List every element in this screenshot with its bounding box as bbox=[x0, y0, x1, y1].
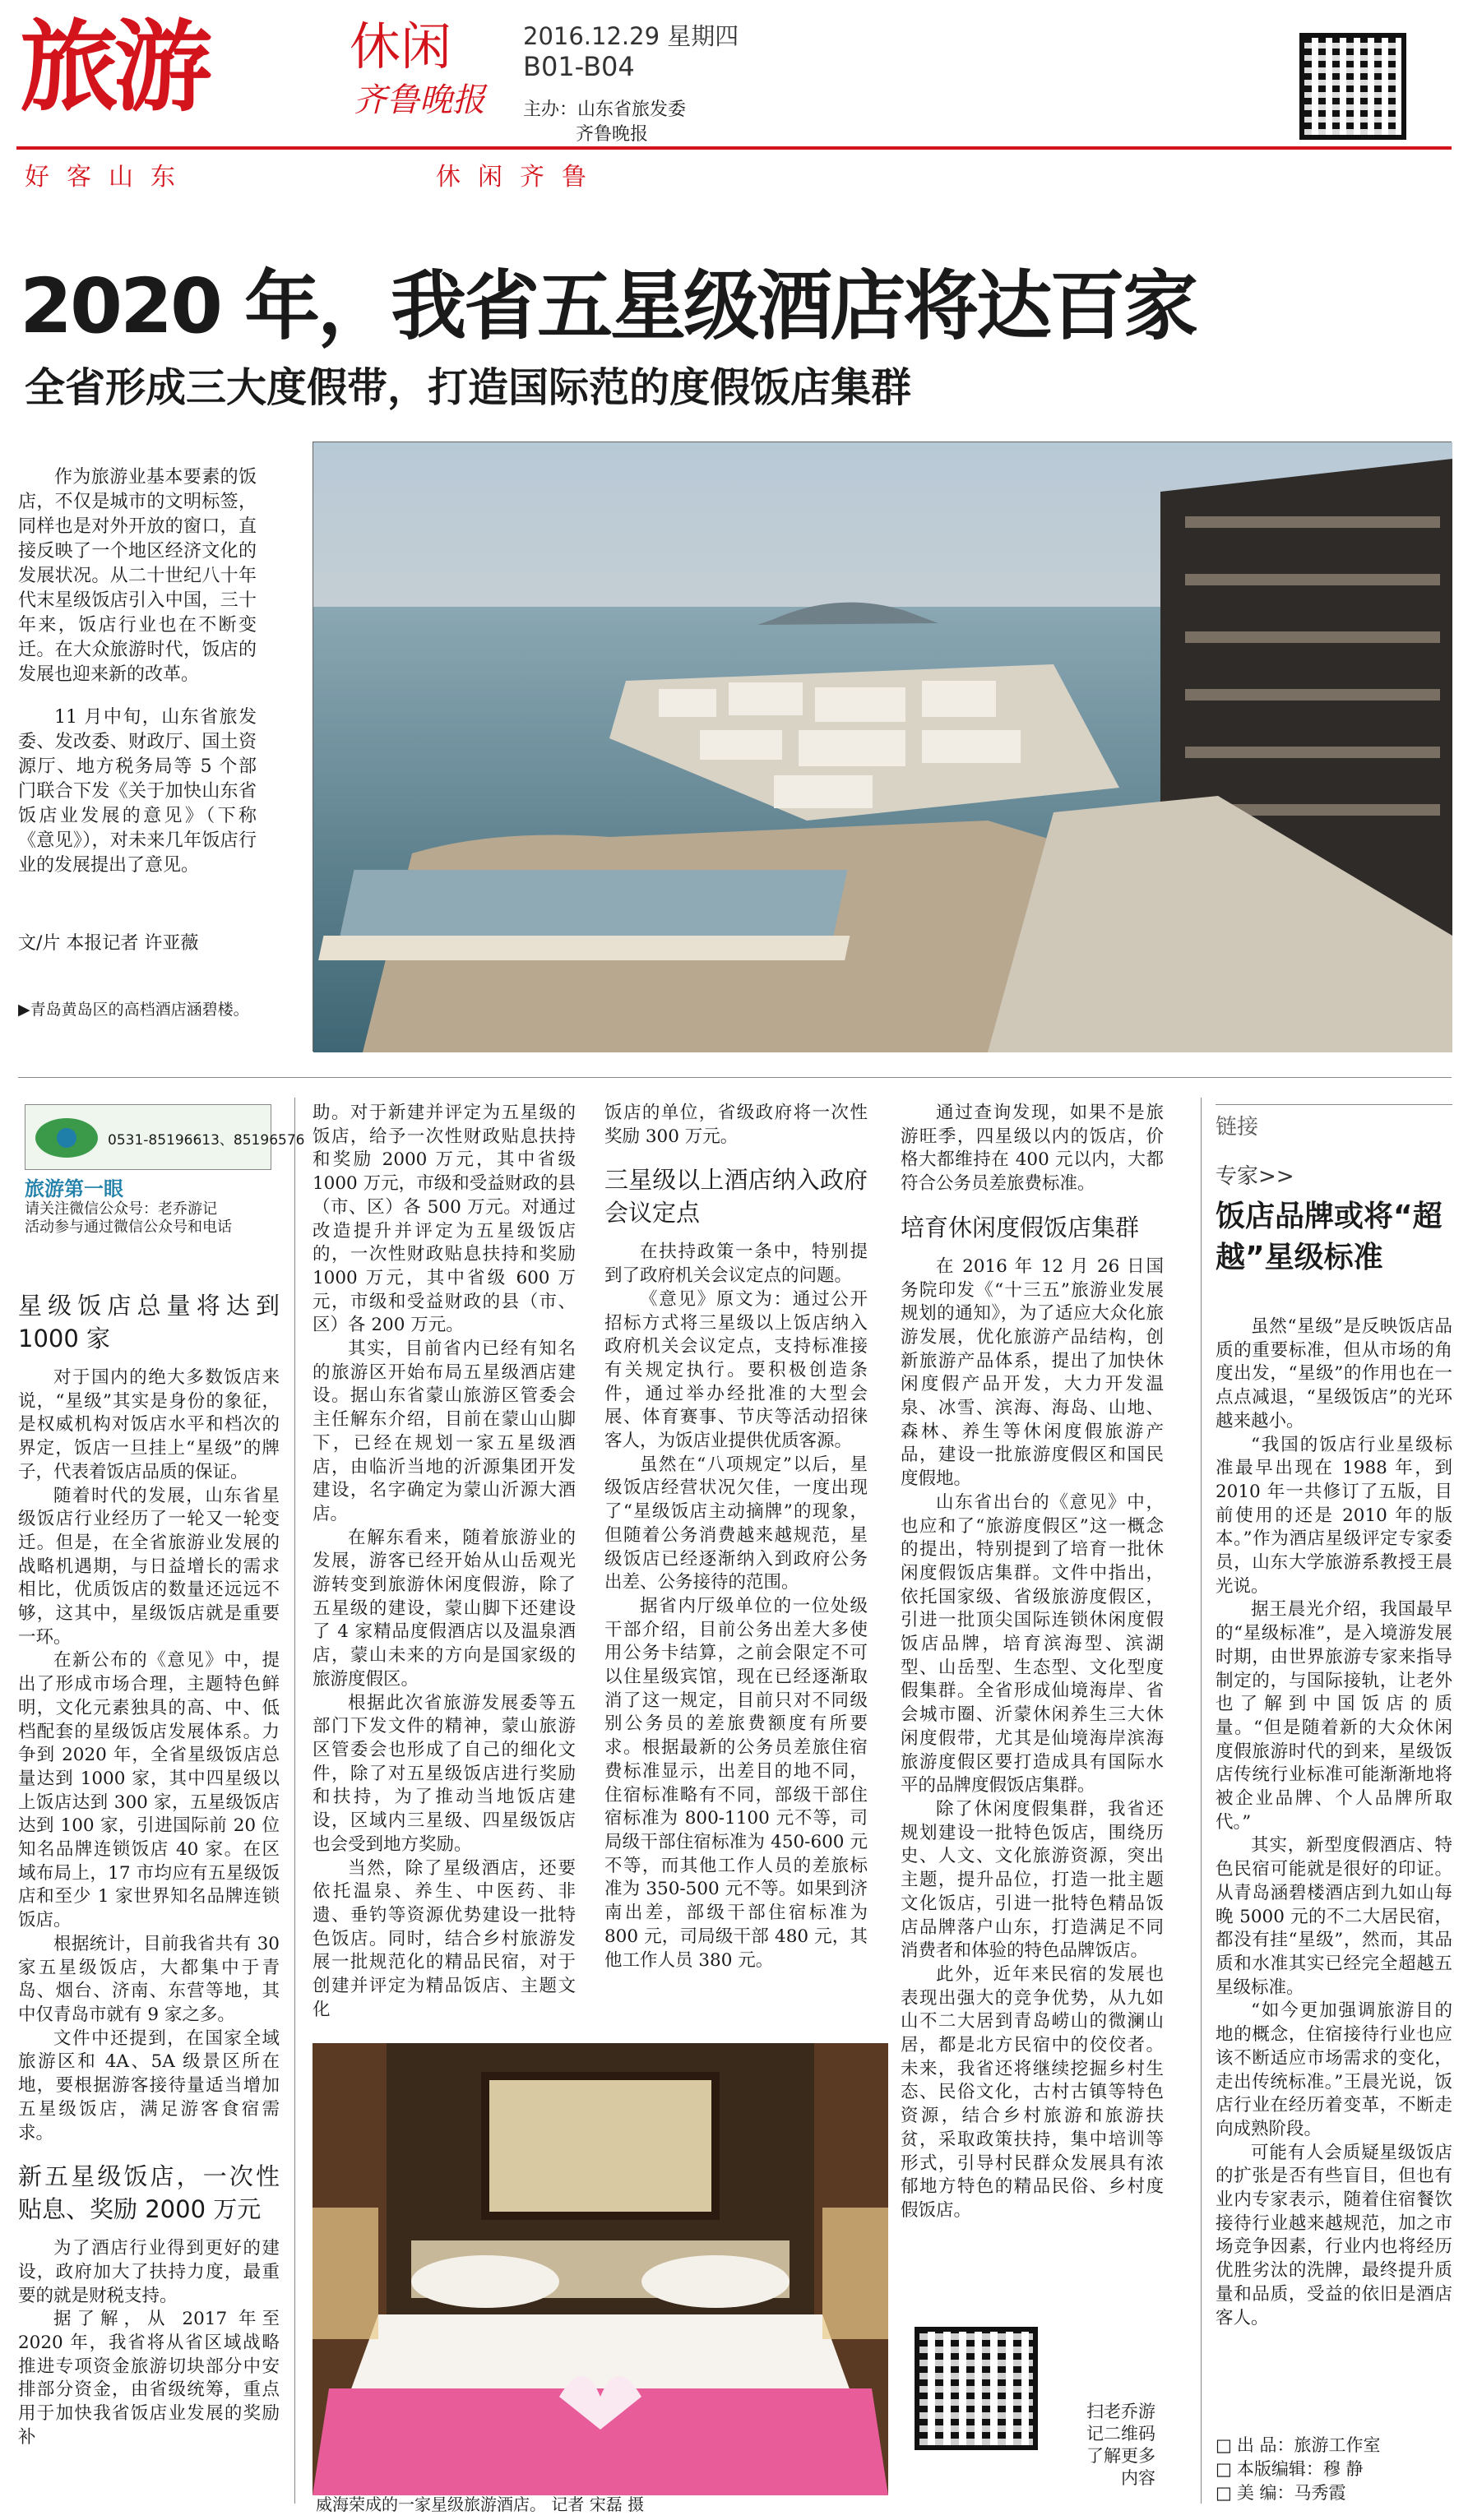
paragraph: 在解东看来，随着旅游业的发展，游客已经开始从山岳观光游转变到旅游休闲度假游，除了五星级的建设，蒙山脚下还建设了 4 家精品度假酒店以及温泉酒店，蒙山未来的方向是国家级的旅游度假区。 bbox=[313, 1527, 576, 1690]
paragraph: 对于国内的绝大多数饭店来说，“星级”其实是身份的象征，是权威机构对饭店水平和档次的界定，饭店一旦挂上“星级”的牌子，代表着饭店品质的保证。 bbox=[18, 1367, 280, 1482]
paragraph: 除了休闲度假集群，我省还规划建设一批特色饭店，围绕历史、人文、文化旅游资源，突出主题，提升品位，打造一批主题文化饭店，引进一批特色精品饭店品牌落户山东，打造满足不同消费者和体验的特色品牌饭店。 bbox=[901, 1798, 1164, 1962]
paragraph: 虽然在“八项规定”以后，星级饭店经营状况欠佳，一度出现了“星级饭店主动摘牌”的现象，但随着公务消费越来越规范，星级饭店已经逐渐纳入到政府公务出差、公务接待的范围。 bbox=[604, 1454, 868, 1593]
column-rule bbox=[1201, 1098, 1202, 2504]
host-line-2: 齐鲁晚报 bbox=[576, 124, 649, 145]
subheadline: 全省形成三大度假带，打造国际范的度假饭店集群 bbox=[25, 364, 912, 411]
section-heading: 星级饭店总量将达到 1000 家 bbox=[18, 1292, 280, 1352]
section-rule bbox=[18, 1077, 1452, 1078]
article-column-2 bbox=[313, 1102, 576, 2022]
paragraph: 随着时代的发展，山东省星级饭店行业经历了一轮又一轮变迁。但是，在全省旅游业发展的战略机遇期，与日益增长的需求相比，优质饭店的数量还远远不够，这其中，星级饭店就是重要一环。 bbox=[18, 1485, 280, 1648]
masthead-qr-code[interactable] bbox=[1299, 33, 1406, 140]
lead-paragraph: 11 月中旬，山东省旅发委、发改委、财政厅、国土资源厅、地方税务局等 5 个部门联合下发《关于加快山东省饭店业发展的意见》（下称《意见》），对未来几年饭店行业的发展提出了意见。 bbox=[18, 707, 257, 876]
masthead-subtitle: 休闲 bbox=[350, 16, 452, 76]
headline: 2020 年，我省五星级酒店将达百家 bbox=[20, 262, 1197, 350]
paragraph: 在新公布的《意见》中，提出了形成市场合理，主题特色鲜明，文化元素独具的高、中、低档配套的星级饭店发展体系。力争到 2020 年，全省星级饭店总量达到 1000 家，其中四星级以上饭店达到 300 家，五星级饭店达到 100 家，引进国际前 20 位知名品牌连锁饭店 40 家。在区域布局上，17 市均应有五星级饭店和至少 1 家世界知名品牌连锁饭店。 bbox=[18, 1650, 280, 1931]
lead-paragraphs bbox=[18, 465, 257, 878]
wechat-phone: 0531-85196613、85196576 bbox=[108, 1132, 305, 1149]
main-photo-resort bbox=[313, 442, 1452, 1052]
issue-date: 2016.12.29 星期四 bbox=[523, 22, 739, 50]
paragraph: 《意见》原文为：通过公开招标方式将三星级以上饭店纳入政府机关会议定点，支持标准接有关规定执行。要积极创造条件，通过举办经批准的大型会展、体育赛事、节庆等活动招徕客人，为饭店业提供优质客源。 bbox=[604, 1288, 868, 1452]
section-heading: 新五星级饭店，一次性贴息、奖励 2000 万元 bbox=[18, 2162, 280, 2224]
paragraph: 根据此次省旅游发展委等五部门下发文件的精神，蒙山旅游区管委会也形成了自己的细化文件，除了对五星级饭店进行奖励和扶持，为了推动当地饭店建设，区域内三星级、四星级饭店也会受到地方奖励。 bbox=[313, 1692, 576, 1855]
sidebar-expert-label: 专家>> bbox=[1216, 1164, 1294, 1189]
paragraph: 助。对于新建并评定为五星级的饭店，给予一次性财政贴息扶持和奖励 2000 万元，其中省级 1000 万元，市级和受益财政的县（市、区）各 500 万元。对通过改造提升并评定为五星级饭店的，一次性财政贴息扶持和奖励 1000 万元，其中省级 600 万元，市级和受益财政的县（市、区）各 200 万元。 bbox=[313, 1103, 576, 1336]
wechat-name: 旅游第一眼 bbox=[25, 1177, 123, 1200]
hotel-room-photo bbox=[313, 2043, 888, 2495]
paragraph: “如今更加强调旅游目的地的概念，住宿接待行业也应该不断适应市场需求的变化，走出传统标准。”王晨光说，饭店行业在经历着变革，不断走向成熟阶段。 bbox=[1216, 2000, 1452, 2139]
paragraph: 通过查询发现，如果不是旅游旺季，四星级以内的饭店，价格大都维持在 400 元以内，大都符合公务员差旅费标准。 bbox=[901, 1103, 1164, 1195]
article-column-3 bbox=[604, 1102, 868, 1972]
eye-logo-icon bbox=[25, 1105, 305, 1171]
paragraph: 在扶持政策一条中，特别提到了政府机关会议定点的问题。 bbox=[604, 1242, 868, 1287]
page-range: B01-B04 bbox=[523, 51, 635, 82]
credits bbox=[1216, 2434, 1452, 2505]
paragraph: 文件中还提到，在国家全域旅游区和 4A、5A 级景区所在地，要根据游客接待量适当增加五星级饭店，满足游客食宿需求。 bbox=[18, 2028, 280, 2143]
paragraph: 虽然“星级”是反映饭店品质的重要标准，但从市场的角度出发，“星级”的作用也在一点点减退，“星级饭店”的光环越来越小。 bbox=[1216, 1316, 1452, 1431]
masthead-paper-name: 齐鲁晚报 bbox=[354, 81, 485, 119]
resort-illustration bbox=[313, 442, 1452, 1052]
article-column-4 bbox=[901, 1102, 1164, 2223]
lead-paragraph: 作为旅游业基本要素的饭店，不仅是城市的文明标签，同样也是对外开放的窗口，直接反映了一个地区经济文化的发展状况。从二十世纪八十年代末星级饭店引入中国，三十年来，饭店行业也在不断变迁。在大众旅游时代，饭店的发展也迎来新的改革。 bbox=[18, 467, 257, 685]
paragraph: 其实，目前省内已经有知名的旅游区开始布局五星级酒店建设。据山东省蒙山旅游区管委会主任解东介绍，目前在蒙山山脚下，已经在规划一家五星级酒店，由临沂当地的沂源集团开发建设，名字确定为蒙山沂源大酒店。 bbox=[313, 1339, 576, 1524]
paragraph: 据王晨光介绍，我国最早的“星级标准”，是入境游发展时期，由世界旅游专家来指导制定的，与国际接轨，让老外也了解到中国饭店的质量。“但是随着新的大众休闲度假旅游时代的到来，星级饭店传统行业标准可能渐渐地将被企业品牌、个人品牌所取代。” bbox=[1216, 1599, 1452, 1833]
section-heading: 培育休闲度假饭店集群 bbox=[901, 1213, 1140, 1242]
paragraph: 在 2016 年 12 月 26 日国务院印发《“十三五”旅游业发展规划的通知》，为了适应大众化旅游发展，优化旅游产品结构，创新旅游产品体系，提出了加快休闲度假产品开发，大力开发温泉、冰雪、滨海、海岛、山地、森林、养生等休闲度假旅游产品，建设一批旅游度假区和国民度假地。 bbox=[901, 1255, 1164, 1490]
slogan-left: 好客山东 bbox=[25, 163, 192, 192]
section-heading: 三星级以上酒店纳入政府会议定点 bbox=[604, 1166, 868, 1228]
sidebar-body bbox=[1216, 1315, 1452, 2330]
photo-caption: ▶青岛黄岛区的高档酒店涵碧楼。 bbox=[18, 1001, 249, 1019]
hotel-room-illustration bbox=[313, 2043, 888, 2495]
host-line-1: 主办：山东省旅发委 bbox=[523, 99, 687, 120]
article-column-1 bbox=[18, 1283, 280, 2450]
caption-arrow-icon: ▶ bbox=[18, 1001, 30, 1019]
photo-caption-2: 威海荣成的一家星级旅游酒店。 记者 宋磊 摄 bbox=[316, 2495, 645, 2514]
paragraph: 其实，新型度假酒店、特色民宿可能就是很好的印证。从青岛涵碧楼酒店到九如山每晚 5000 元的不二大居民宿，都没有挂“星级”，然而，其品质和水准其实已经完全超越五星级标准。 bbox=[1216, 1835, 1452, 1998]
credit-editor: □ 本版编辑：穆 静 bbox=[1216, 2458, 1452, 2481]
masthead-title: 旅游 bbox=[20, 11, 207, 125]
paragraph: 山东省出台的《意见》中，也应和了“旅游度假区”这一概念的提出，特别提到了培育一批休闲度假饭店集群。文件中指出，依托国家级、省级旅游度假区，引进一批顶尖国际连锁休闲度假饭店品牌，培育滨海型、滨湖型、山岳型、生态型、文化型度假集群。全省形成仙境海岸、省会城市圈、沂蒙休闲养生三大休闲度假带，尤其是仙境海岸滨海旅游度假区要打造成具有国际水平的品牌度假饭店集群。 bbox=[901, 1491, 1164, 1796]
sidebar-tag: 链接 bbox=[1216, 1115, 1259, 1140]
sidebar-title: 饭店品牌或将“超越”星级标准 bbox=[1216, 1200, 1443, 1274]
paragraph: 此外，近年来民宿的发展也表现出强大的竞争优势，从九如山不二大居到青岛崂山的微澜山居，都是北方民宿中的佼佼者。未来，我省还将继续挖掘乡村生态、民俗文化，古村古镇等特色资源，结合乡村旅游和旅游扶贫，采取政策扶持，集中培训等形式，引导村民群众发展具有浓郁地方特色的精品民俗、乡村度假饭店。 bbox=[901, 1963, 1164, 2221]
credit-producer: □ 出 品：旅游工作室 bbox=[1216, 2434, 1452, 2458]
paragraph: “我国的饭店行业星级标准最早出现在 1988 年，到 2010 年一共修订了五版，目前使用的还是 2010 年的版本。”作为酒店星级评定专家委员，山东大学旅游系教授王晨光说。 bbox=[1216, 1434, 1452, 1597]
paragraph: 根据统计，目前我省共有 30 家五星级饭店，大都集中于青岛、烟台、济南、东营等地，其中仅青岛市就有 9 家之多。 bbox=[18, 1933, 280, 2025]
masthead-divider bbox=[16, 146, 1452, 150]
byline: 文/片 本报记者 许亚薇 bbox=[18, 933, 199, 954]
wechat-description: 请关注微信公众号：老乔游记 活动参与通过微信公众号和电话 bbox=[25, 1200, 232, 1236]
paragraph: 当然，除了星级酒店，还要依托温泉、养生、中医药、非遗、垂钓等资源优势建设一批特色饭店。同时，结合乡村旅游发展一批规范化的精品民宿，对于创建并评定为精品饭店、主题文化 bbox=[313, 1857, 576, 2020]
wechat-banner[interactable] bbox=[25, 1104, 305, 1170]
paragraph: 为了酒店行业得到更好的建设，政府加大了扶持力度，最重要的就是财税支持。 bbox=[18, 2238, 280, 2306]
paragraph: 据省内厅级单位的一位处级干部介绍，目前公务出差大多使用公务卡结算，之前会限定不可以住星级宾馆，现在已经逐渐取消了这一规定，目前只对不同级别公务员的差旅费额度有所要求。根据最新的公务员差旅住宿费标准显示，出差目的地不同，住宿标准略有不同，部级干部住宿标准为 800-1100 元不等，司局级干部住宿标准为 450-600 元不等，而其他工作人员的差旅标准为 350-500 元不等。如果到济南出差，部级干部住宿标准为 800 元，司局级干部 480 元，其他工作人员 380 元。 bbox=[604, 1595, 868, 1971]
credit-designer: □ 美 编：马秀霞 bbox=[1216, 2481, 1452, 2505]
paragraph: 饭店的单位，省级政府将一次性奖励 300 万元。 bbox=[604, 1103, 868, 1147]
qr-code[interactable] bbox=[915, 2327, 1038, 2450]
qr-caption: 扫老乔游记二维码了解更多内容 bbox=[1086, 2402, 1155, 2488]
paragraph: 据了解，从 2017 年至 2020 年，我省将从省区域战略推进专项资金旅游切块部分中安排部分资金，由省级统筹，重点用于加快我省饭店业发展的奖励补 bbox=[18, 2309, 280, 2448]
slogan-right: 休闲齐鲁 bbox=[436, 163, 604, 192]
paragraph: 可能有人会质疑星级饭店的扩张是否有些盲目，但也有业内专家表示，随着住宿餐饮接待行业越来越规范，加之市场竞争因素，行业内也将经历优胜劣汰的洗牌，最终提升质量和品质，受益的依旧是酒店客人。 bbox=[1216, 2142, 1452, 2328]
column-rule bbox=[294, 1098, 295, 2504]
